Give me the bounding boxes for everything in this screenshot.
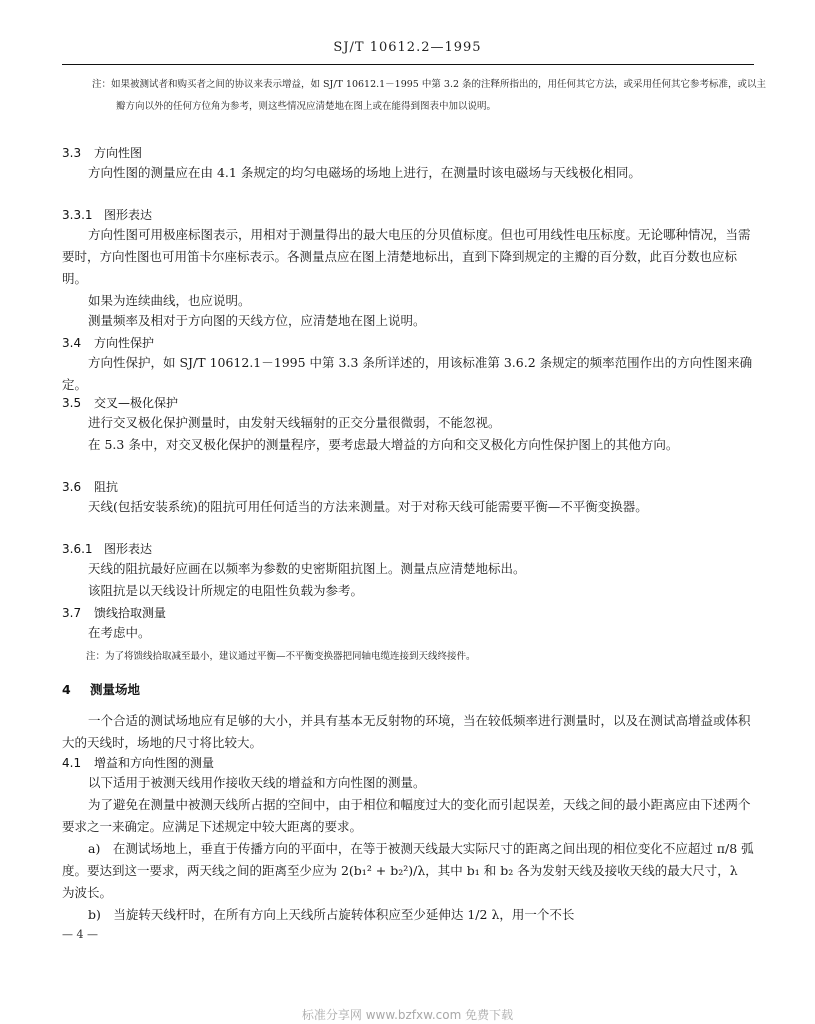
heading-3-3 xyxy=(62,144,142,161)
heading-4 xyxy=(62,680,140,698)
heading-number: 3.6 xyxy=(62,480,82,494)
para-3-5-a: 进行交叉极化保护测量时，由发射天线辐射的正交分量很微弱，不能忽视。 xyxy=(88,415,501,430)
heading-number: 3.4 xyxy=(62,336,82,350)
heading-title: 馈线拾取测量 xyxy=(94,606,167,620)
note-3-7: 注：为了将馈线拾取减至最小，建议通过平衡—不平衡变换器把同轴电缆连接到天线终接件。 xyxy=(86,651,476,662)
heading-title: 图形表达 xyxy=(104,208,153,222)
para-3-7: 在考虑中。 xyxy=(88,625,151,640)
para-4: 一个合适的测试场地应有足够的大小，并具有基本无反射物的环境，当在较低频率进行测量时，以及在测试高增益或体积大的天线时，场地的尺寸将比较大。 xyxy=(62,713,751,750)
heading-3-7 xyxy=(62,604,166,621)
heading-number: 4 xyxy=(62,682,71,697)
para-3-4: 方向性保护，如 SJ/T 10612.1－1995 中第 3.3 条所详述的，用该标准第 3.6.2 条规定的频率范围作出的方向性图来确定。 xyxy=(62,355,753,392)
heading-title: 阻抗 xyxy=(94,480,119,494)
site-watermark: 标准分享网 www.bzfxw.com 免费下载 xyxy=(301,1008,514,1022)
heading-title: 方向性图 xyxy=(94,146,143,160)
note-top: 注：如果被测试者和购买者之间的协议来表示增益，如 SJ/T 10612.1－1995 中第 3.2 条的注释所指出的，用任何其它方法，或采用任何其它参考标准，或以主瓣方向以外的任何方位角为参考，则这些情况应清楚地在图上或在能得到图表中加以说明。 xyxy=(92,79,767,112)
para-4-1-a: 以下适用于被测天线用作接收天线的增益和方向性图的测量。 xyxy=(88,775,426,790)
para-3-3-1-c: 测量频率及相对于方向图的天线方位，应清楚地在图上说明。 xyxy=(88,313,426,328)
header-rule xyxy=(62,64,754,65)
para-4-1-b: 为了避免在测量中被测天线所占据的空间中，由于相位和幅度过大的变化而引起误差，天线之间的最小距离应由下述两个要求之一来确定。应满足下述规定中较大距离的要求。 xyxy=(62,797,751,834)
heading-title: 图形表达 xyxy=(104,542,153,556)
page-number: — 4 — xyxy=(62,928,98,941)
heading-title: 测量场地 xyxy=(90,682,141,697)
heading-number: 3.5 xyxy=(62,396,82,410)
heading-3-5 xyxy=(62,394,178,411)
para-3-6-1-a: 天线的阻抗最好应画在以频率为参数的史密斯阻抗图上。测量点应清楚地标出。 xyxy=(88,561,526,576)
heading-3-4 xyxy=(62,334,154,351)
list-item-b: b) 当旋转天线杆时，在所有方向上天线所占旋转体积应至少延伸达 1/2 λ，用一个不长 xyxy=(88,907,575,922)
heading-number: 4.1 xyxy=(62,756,82,770)
standard-code-header: SJ/T 10612.2—1995 xyxy=(333,40,482,55)
list-item-a: a) 在测试场地上，垂直于传播方向的平面中，在等于被测天线最大实际尺寸的距离之间出现的相位变化不应超过 π/8 弧度。要达到这一要求，两天线之间的距离至少应为 2(b₁² + b₂²)/λ，其中 b₁ 和 b₂ 各为发射天线及接收天线的最大尺寸，λ 为波长。 xyxy=(62,841,754,900)
para-3-6: 天线(包括安装系统)的阻抗可用任何适当的方法来测量。对于对称天线可能需要平衡—不平衡变换器。 xyxy=(88,499,648,514)
para-3-5-b: 在 5.3 条中，对交叉极化保护的测量程序，要考虑最大增益的方向和交叉极化方向性保护图上的其他方向。 xyxy=(88,437,679,452)
heading-title: 方向性保护 xyxy=(94,336,155,350)
heading-3-6-1 xyxy=(62,540,152,557)
heading-number: 3.3 xyxy=(62,146,82,160)
heading-4-1 xyxy=(62,754,214,771)
heading-number: 3.6.1 xyxy=(62,542,93,556)
heading-number: 3.7 xyxy=(62,606,82,620)
heading-title: 增益和方向性图的测量 xyxy=(94,756,215,770)
heading-number: 3.3.1 xyxy=(62,208,93,222)
heading-3-6 xyxy=(62,478,118,495)
heading-title: 交叉—极化保护 xyxy=(94,396,179,410)
para-3-6-1-b: 该阻抗是以天线设计所规定的电阻性负载为参考。 xyxy=(88,583,364,598)
para-3-3-1-a: 方向性图可用极座标图表示，用相对于测量得出的最大电压的分贝值标度。但也可用线性电压标度。无论哪种情况，当需要时，方向性图也可用笛卡尔座标表示。各测量点应在图上清楚地标出，直到下降到规定的主瓣的百分数，此百分数也应标明。 xyxy=(62,227,751,286)
para-3-3: 方向性图的测量应在由 4.1 条规定的均匀电磁场的场地上进行，在测量时该电磁场与天线极化相同。 xyxy=(88,165,641,180)
para-3-3-1-b: 如果为连续曲线，也应说明。 xyxy=(88,293,251,308)
heading-3-3-1 xyxy=(62,206,152,223)
